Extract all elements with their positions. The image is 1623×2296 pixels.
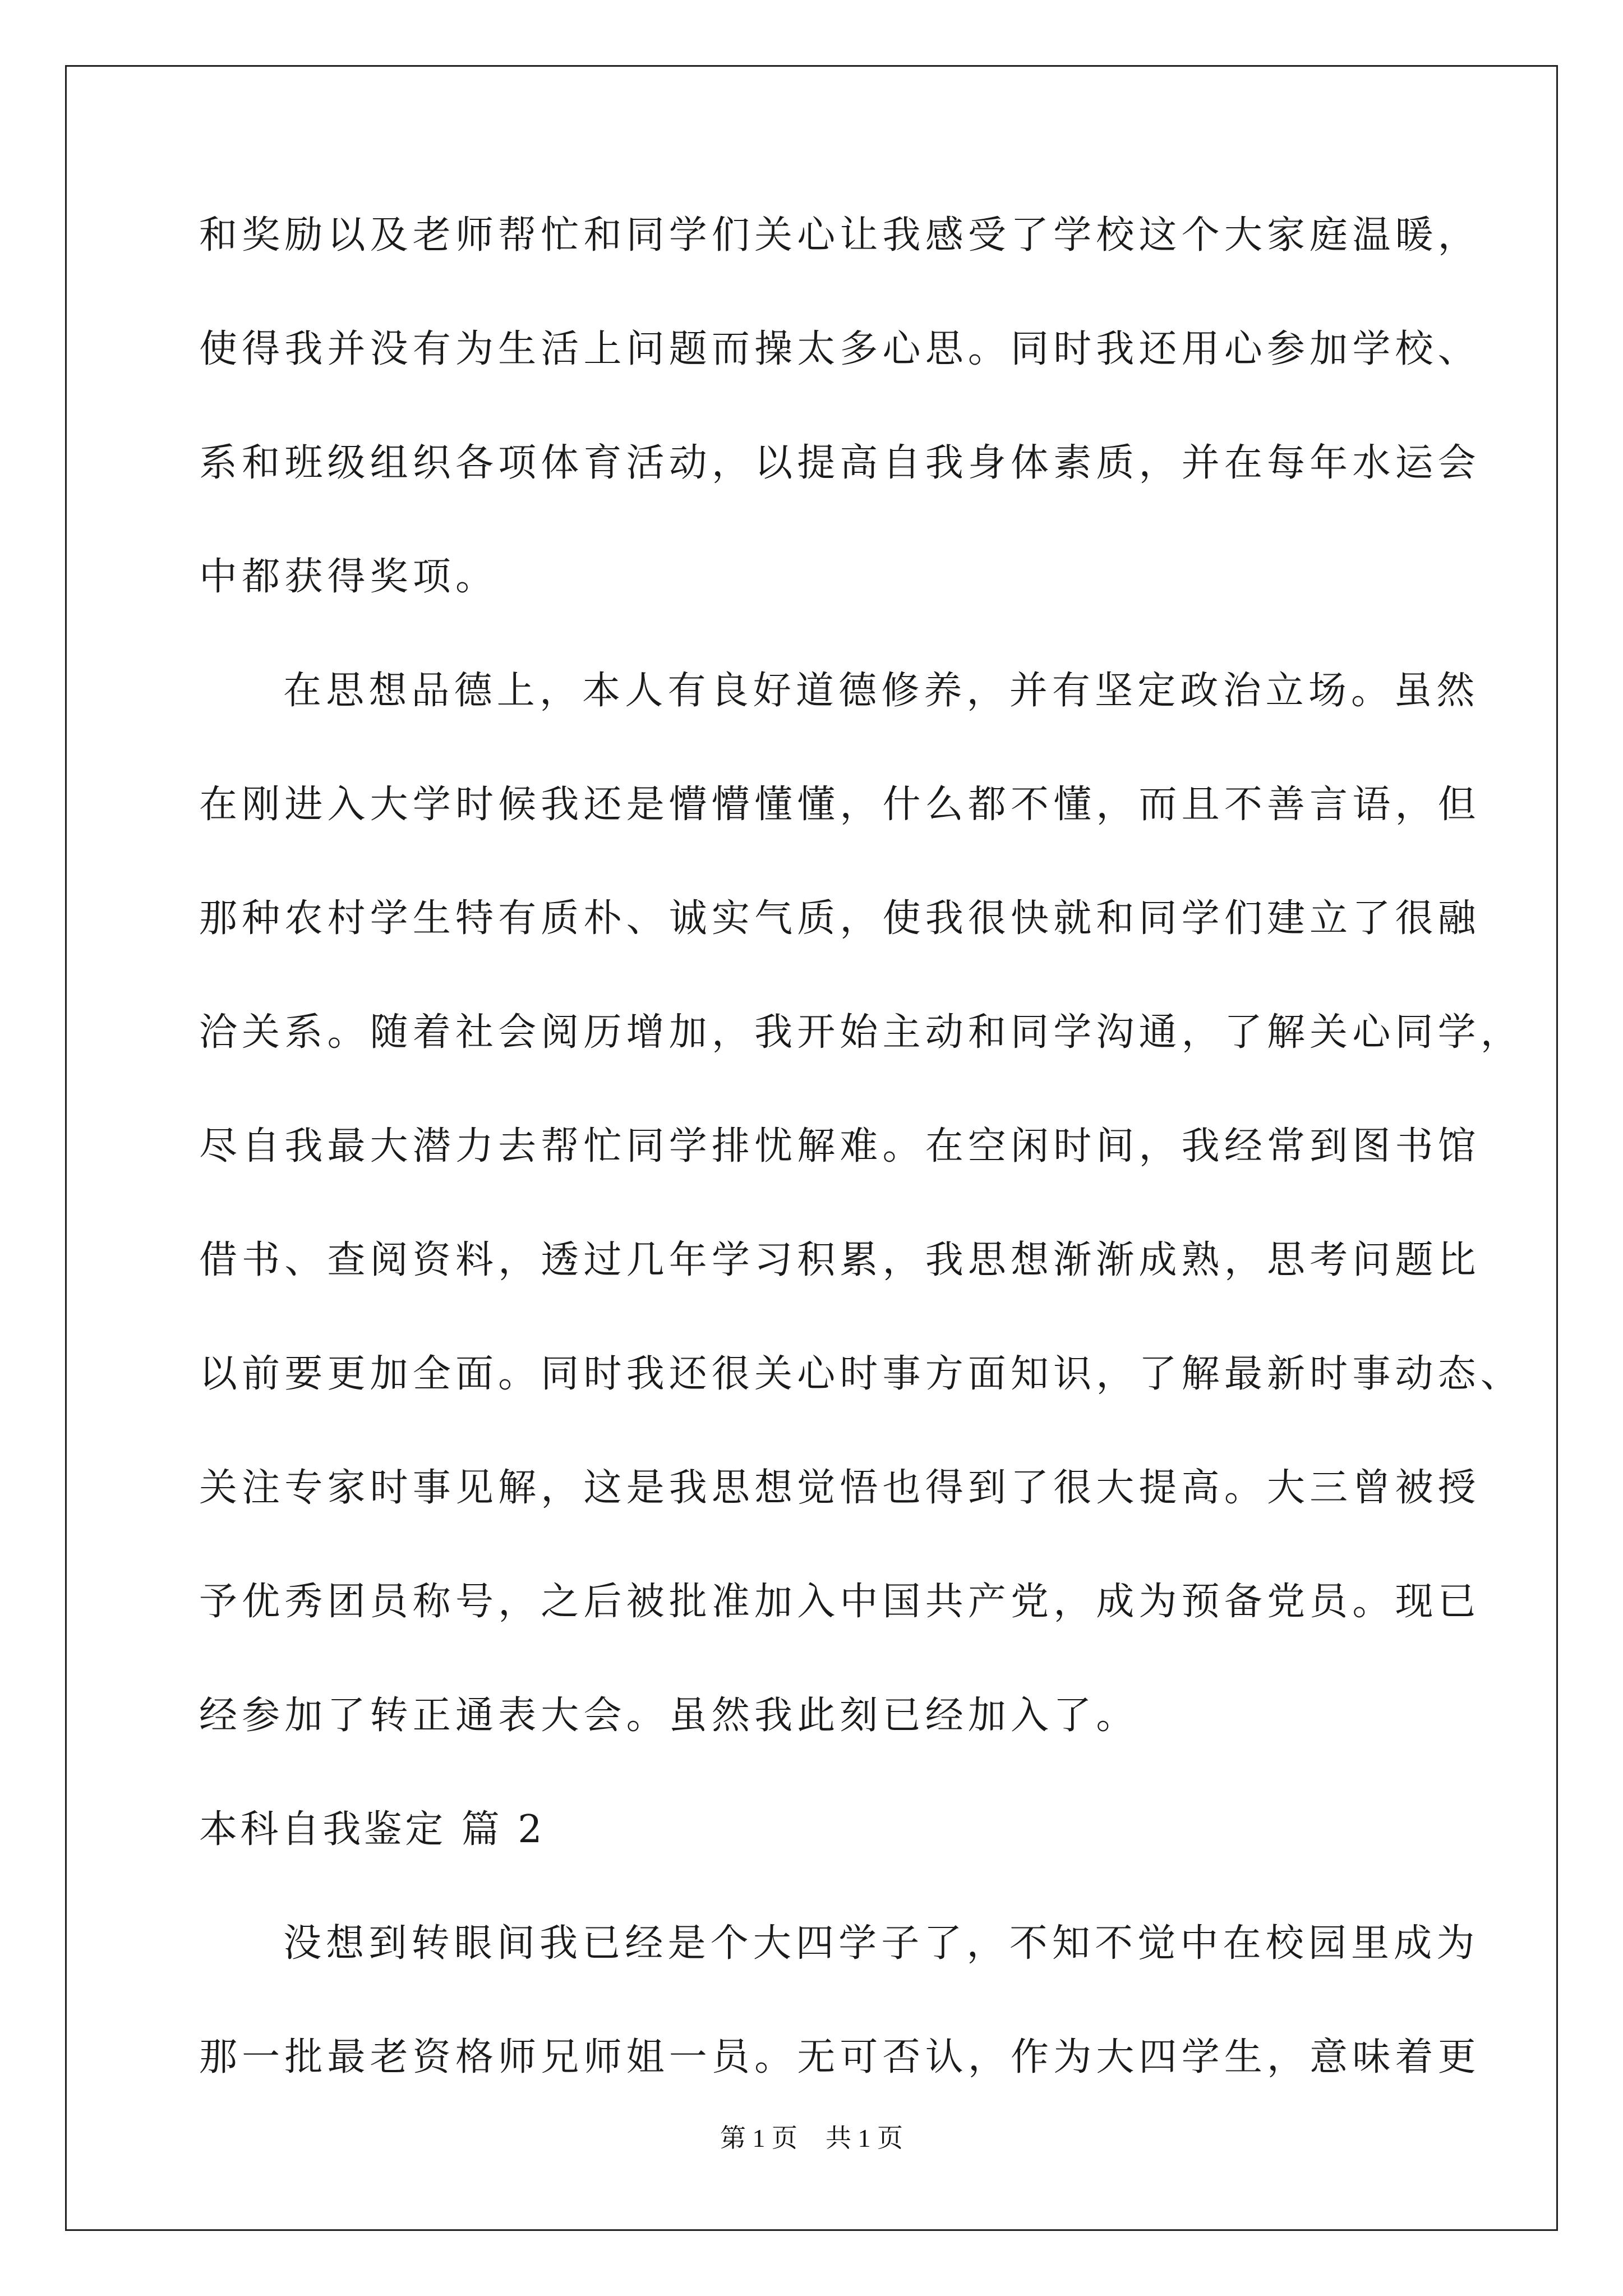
text-line: 那种农村学生特有质朴、诚实气质，使我很快就和同学们建立了很融 <box>199 896 1481 941</box>
text-line: 洽关系。随着社会阅历增加，我开始主动和同学沟通，了解关心同学， <box>199 1010 1523 1055</box>
paragraph-start-line: 没想到转眼间我已经是个大四学子了，不知不觉中在校园里成为 <box>283 1921 1479 1966</box>
page-number: 第 1 页 <box>720 2124 797 2152</box>
text-line: 在刚进入大学时候我还是懵懵懂懂，什么都不懂，而且不善言语，但 <box>199 783 1481 827</box>
text-line: 予优秀团员称号，之后被批准加入中国共产党，成为预备党员。现已 <box>199 1580 1481 1624</box>
text-line: 使得我并没有为生活上问题而操太多心思。同时我还用心参加学校、 <box>199 327 1481 371</box>
paragraph-start-line: 在思想品德上，本人有良好道德修养，并有坚定政治立场。虽然 <box>283 669 1479 713</box>
text-line: 关注专家时事见解，这是我思想觉悟也得到了很大提高。大三曾被授 <box>199 1466 1481 1510</box>
text-line: 和奖励以及老师帮忙和同学们关心让我感受了学校这个大家庭温暖， <box>199 213 1481 257</box>
text-line: 经参加了转正通表大会。虽然我此刻已经加入了。 <box>199 1694 1139 1738</box>
text-line: 以前要更加全面。同时我还很关心时事方面知识，了解最新时事动态、 <box>199 1352 1523 1396</box>
text-line: 中都获得奖项。 <box>199 555 499 599</box>
page-total: 共 1 页 <box>826 2124 903 2152</box>
page-footer <box>0 2118 1623 2155</box>
text-line: 尽自我最大潜力去帮忙同学排忧解难。在空闲时间，我经常到图书馆 <box>199 1124 1481 1168</box>
text-line: 系和班级组织各项体育活动，以提高自我身体素质，并在每年水运会 <box>199 441 1481 485</box>
text-line: 那一批最老资格师兄师姐一员。无可否认，作为大四学生，意味着更 <box>199 2035 1481 2079</box>
section-heading: 本科自我鉴定 篇 2 <box>199 1807 545 1852</box>
text-line: 借书、查阅资料，透过几年学习积累，我思想渐渐成熟，思考问题比 <box>199 1238 1481 1282</box>
document-body <box>199 196 1523 2132</box>
